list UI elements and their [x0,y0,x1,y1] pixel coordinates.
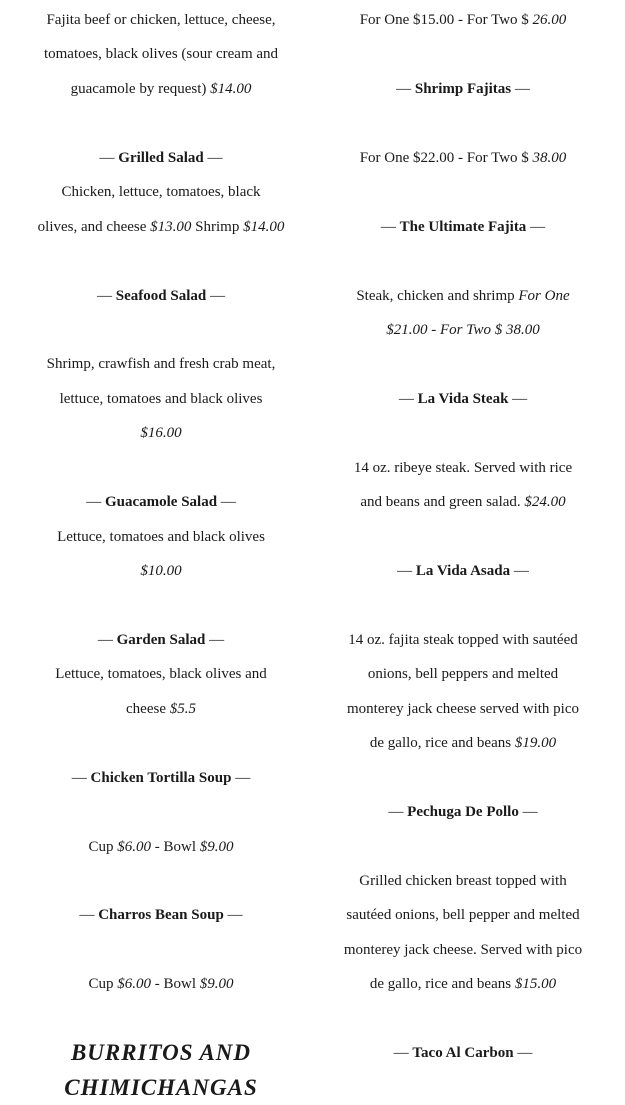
text-segment: Grilled chicken breast topped with [359,872,567,889]
menu-item-text [12,520,310,554]
menu-item-text [318,692,608,726]
menu-item-text [12,347,310,381]
text-segment: Chicken, lettuce, tomatoes, black [61,184,261,201]
text-segment: — [97,287,116,304]
text-segment: Steak, chicken and shrimp [356,287,519,304]
text-segment: sautéed onions, bell pepper and melted [346,907,580,924]
spacer [318,244,608,278]
price-text: $14.00 [243,218,285,235]
menu-item-text [318,451,608,485]
text-segment: Cup [88,838,118,855]
spacer [318,37,608,71]
spacer [318,416,608,450]
section-heading [12,1036,310,1070]
menu-item-title [12,485,310,519]
menu-item-text [318,967,608,1001]
text-segment: de gallo, rice and beans [369,976,515,993]
text-segment: — [223,907,243,924]
dish-name: The Ultimate Fajita [399,218,527,235]
dish-name: Chicken Tortilla Soup [90,769,232,786]
dish-name: Charros Bean Soup [98,907,224,924]
text-segment: Cup [88,976,118,993]
text-segment: guacamole by request) [70,80,211,97]
menu-item-text [12,830,310,864]
text-segment: — [396,80,415,97]
price-text: $5.5 [169,700,196,717]
price-text: 26.00 [532,12,567,28]
spacer [318,1002,608,1036]
dish-name: Guacamole Salad [104,494,218,511]
text-segment: — [518,804,538,821]
text-segment: — [393,1045,413,1062]
dish-name: Shrimp Fajitas [414,80,512,97]
menu-item-text [12,657,310,691]
text-segment: — [508,390,528,407]
spacer [318,588,608,622]
spacer [12,726,310,760]
text-segment: de gallo, rice and beans [369,735,515,752]
price-text: For One [518,287,570,304]
price-text: $9.00 [199,976,234,993]
dish-name: Seafood Salad [115,287,207,304]
text-segment: For One $22.00 - For Two $ [359,149,533,166]
dish-name: Pechuga De Pollo [407,804,519,821]
text-segment: 14 oz. fajita steak topped with sautéed [348,631,578,648]
spacer [12,244,310,278]
text-segment: - Bowl [151,976,200,993]
text-segment: — [97,631,117,648]
price-text: 38.00 [532,149,567,166]
text-segment: — [203,149,223,166]
text-segment: For One $15.00 - For Two $ [359,12,533,28]
menu-item-text [318,279,608,313]
text-segment: — [231,769,251,786]
text-segment: - Bowl [151,838,200,855]
menu-item-text [318,898,608,932]
menu-item-title [318,554,608,588]
menu-item-text [12,554,310,588]
text-segment: onions, bell peppers and melted [367,666,559,683]
spacer [318,520,608,554]
menu-item-text [12,382,310,416]
text-segment: and beans and green salad. [360,494,525,511]
text-segment: monterey jack cheese served with pico [347,700,579,717]
spacer [12,106,310,140]
text-segment: CHIMICHANGAS [64,1074,258,1100]
text-segment: — [388,804,408,821]
menu-item-text [12,416,310,450]
text-segment: — [79,907,99,924]
price-text: $14.00 [210,80,252,97]
menu-item-text [12,175,310,209]
text-segment: — [526,218,546,235]
menu-item-text [12,210,310,244]
text-segment: — [86,494,105,511]
spacer [318,347,608,381]
text-segment: — [511,80,530,97]
spacer [12,451,310,485]
text-segment: olives, and cheese [37,218,151,235]
text-segment: — [205,631,225,648]
price-text: $6.00 [117,838,151,855]
menu-column-right [318,3,608,1071]
spacer [12,1002,310,1036]
menu-item-title [12,279,310,313]
price-text: $16.00 [140,425,182,442]
menu-item-title [318,1036,608,1070]
menu-item-text [318,657,608,691]
spacer [318,761,608,795]
menu-item-text [318,313,608,347]
price-text: $10.00 [140,563,182,579]
text-segment: lettuce, tomatoes and black olives [59,390,263,407]
spacer [318,106,608,140]
dish-name: La Vida Steak [417,390,509,407]
menu-item-title [12,141,310,175]
menu-item-text [318,485,608,519]
price-text: $19.00 [514,735,557,752]
spacer [318,830,608,864]
menu-item-title [318,210,608,244]
text-segment: — [397,563,416,579]
text-segment: — [99,149,119,166]
text-segment: cheese [126,700,170,717]
text-segment: Fajita beef or chicken, lettuce, cheese, [46,12,276,28]
menu-column-left [12,3,310,1105]
text-segment: — [398,390,418,407]
spacer [12,588,310,622]
menu-item-title [12,898,310,932]
spacer [12,933,310,967]
dish-name: Taco Al Carbon [412,1045,514,1062]
menu-item-text [318,933,608,967]
price-text: $9.00 [199,838,234,855]
text-segment: — [71,769,91,786]
menu-item-text [318,141,608,175]
menu-item-text [318,623,608,657]
spacer [318,175,608,209]
text-segment: Shrimp, crawfish and fresh crab meat, [46,356,276,373]
text-segment: — [510,563,529,579]
spacer [12,864,310,898]
menu-item-title [12,623,310,657]
section-heading [12,1071,310,1105]
text-segment: tomatoes, black olives (sour cream and [43,46,279,63]
menu-item-text [12,967,310,1001]
price-text: $13.00 [150,218,192,235]
text-segment: — [513,1045,533,1062]
menu-item-title [318,72,608,106]
text-segment: — [206,287,225,304]
dish-name: Garden Salad [116,631,206,648]
text-segment: 14 oz. ribeye steak. Served with rice [353,459,573,476]
spacer [12,795,310,829]
price-text: $21.00 - For Two $ 38.00 [386,321,540,338]
menu-item-title [318,382,608,416]
text-segment: Lettuce, tomatoes, black olives and [55,666,267,683]
menu-item-text [318,726,608,760]
text-segment: monterey jack cheese. Served with pico [343,941,583,958]
text-segment: BURRITOS AND [70,1040,252,1066]
dish-name: Grilled Salad [118,149,204,166]
dish-name: La Vida Asada [415,563,511,579]
menu-item-text [12,37,310,71]
menu-item-text [12,3,310,37]
menu-item-text [318,3,608,37]
text-segment: — [380,218,400,235]
menu-item-text [318,864,608,898]
price-text: $15.00 [514,976,557,993]
menu-item-text [12,72,310,106]
price-text: $6.00 [117,976,151,993]
menu-item-title [12,761,310,795]
text-segment: Shrimp [191,218,244,235]
menu-item-text [12,692,310,726]
text-segment: Lettuce, tomatoes and black olives [57,528,265,545]
text-segment: — [217,494,236,511]
spacer [12,313,310,347]
menu-item-title [318,795,608,829]
price-text: $24.00 [524,494,566,511]
